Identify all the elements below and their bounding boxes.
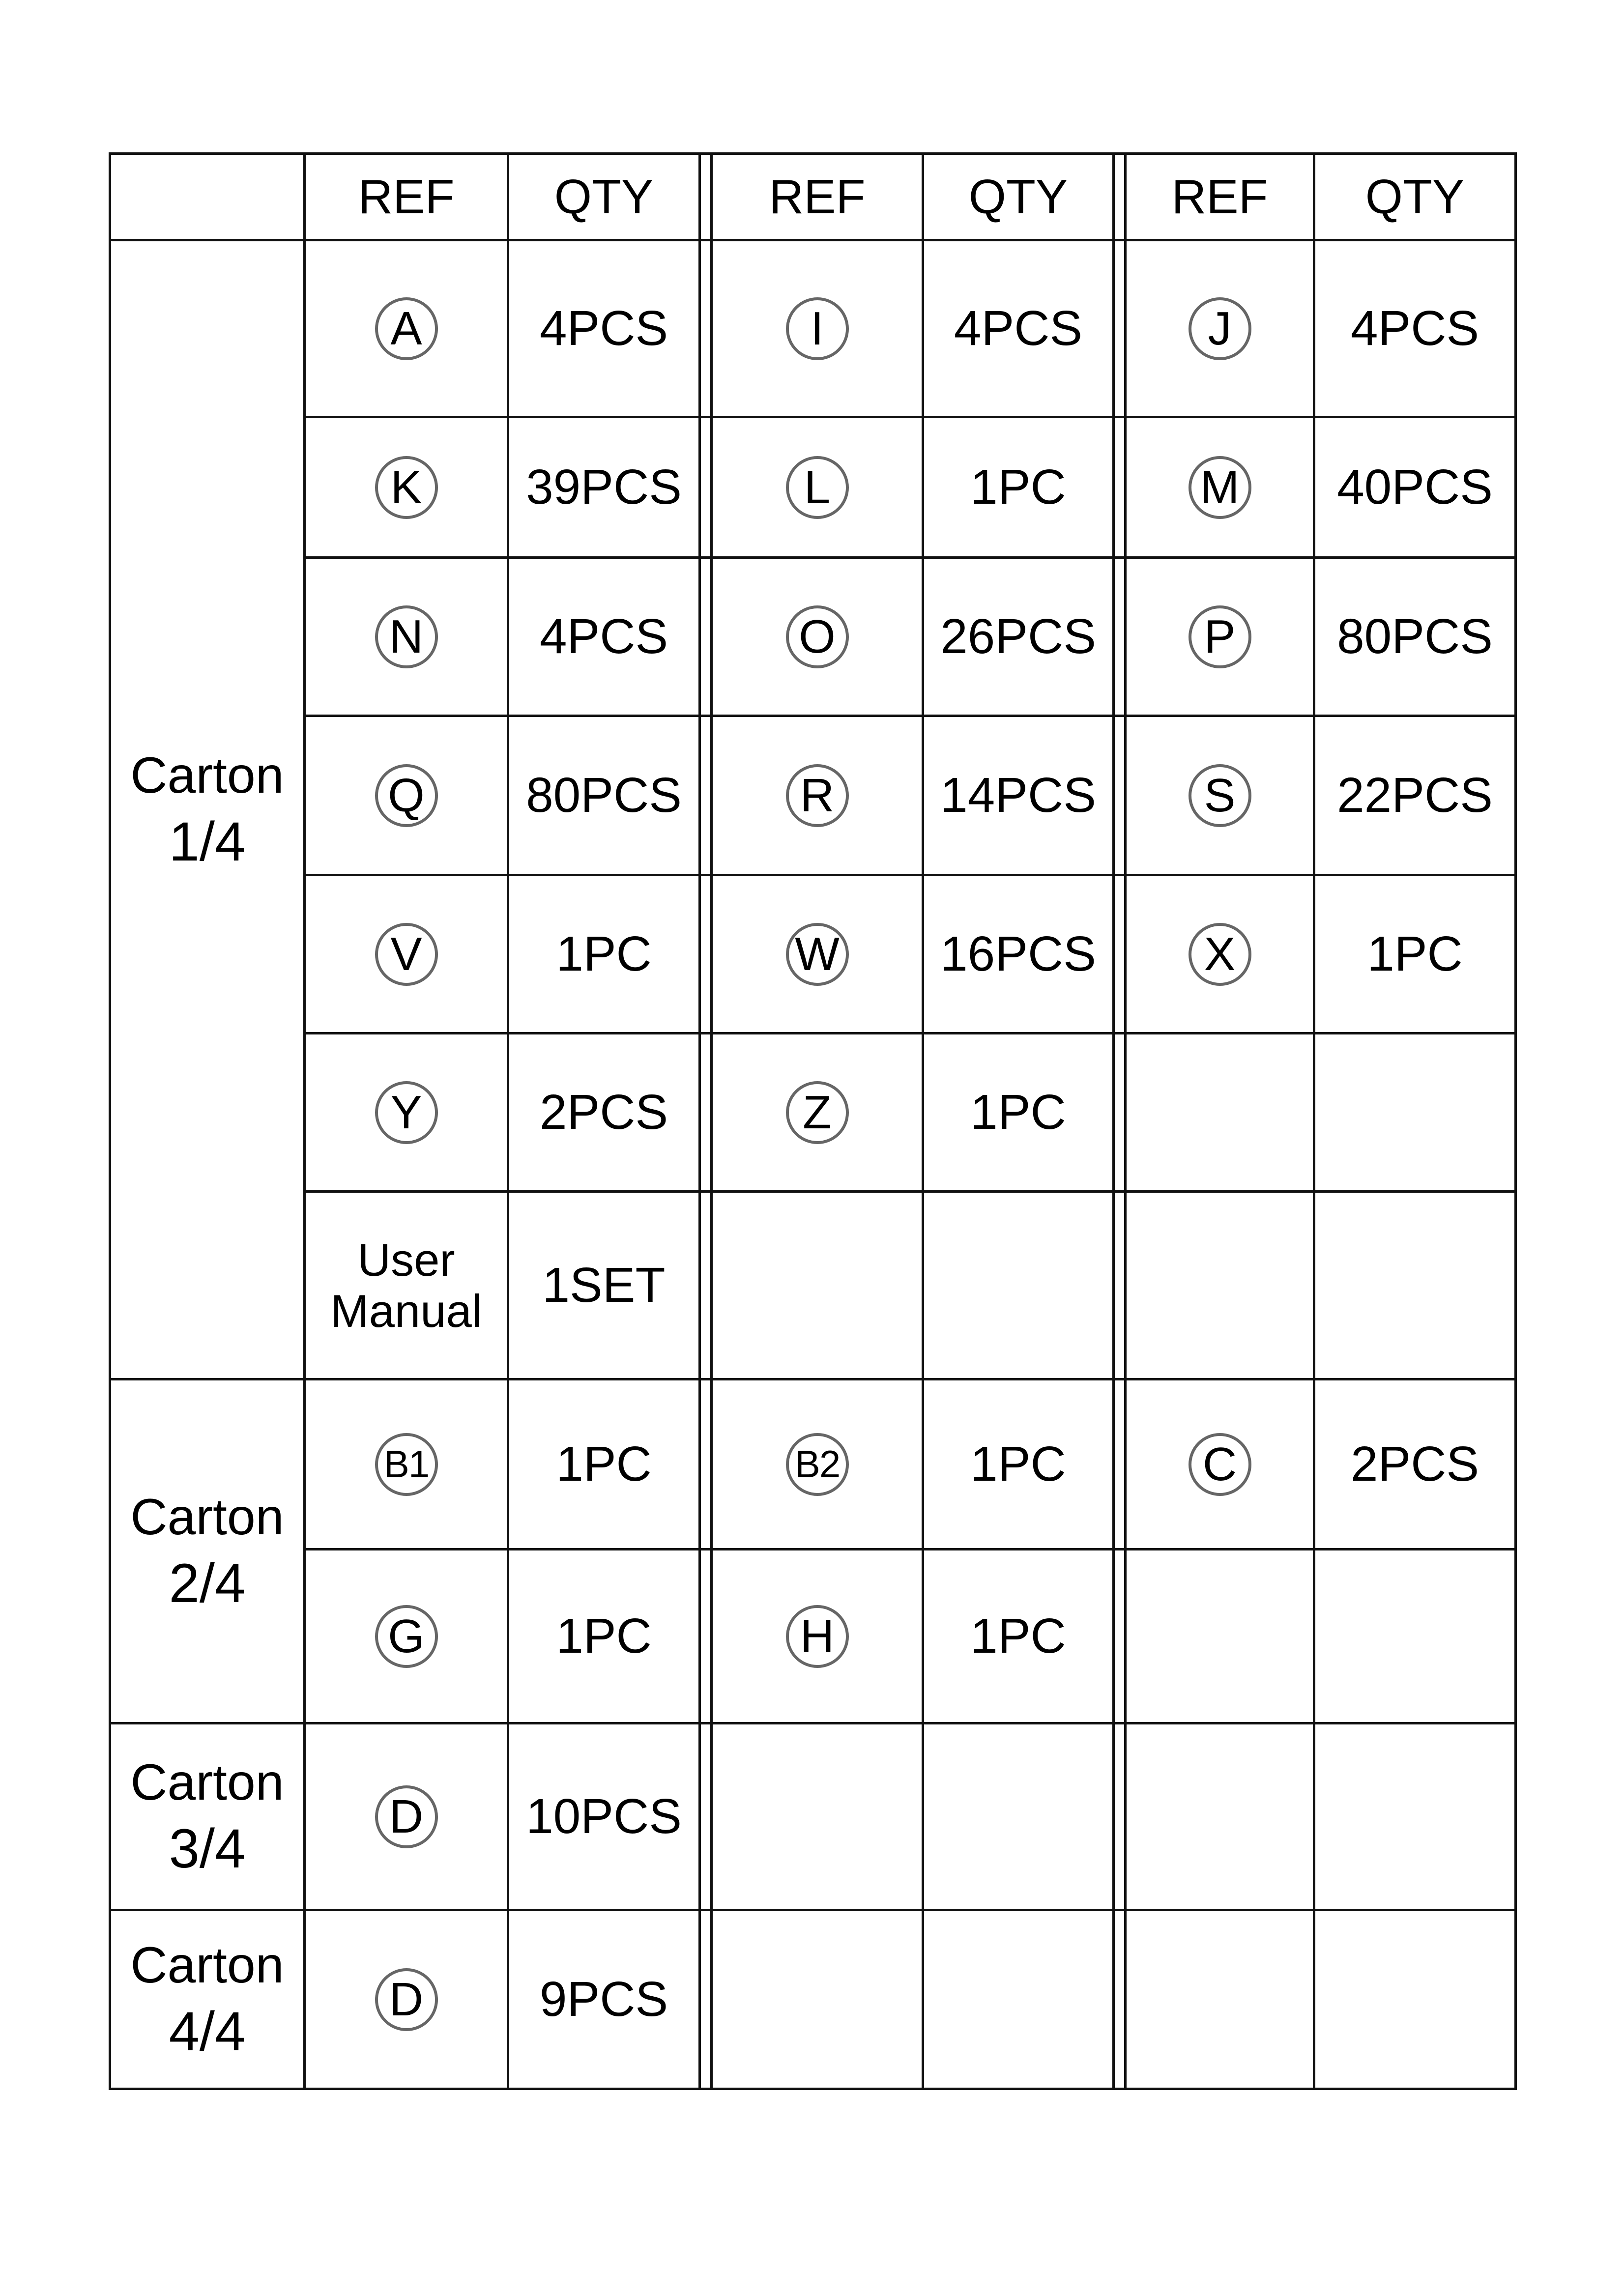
column-divider <box>700 1550 712 1723</box>
ref-cell <box>305 1910 508 2089</box>
ref-circle-badge: G <box>375 1605 438 1668</box>
parts-list-body <box>110 154 1516 2089</box>
qty-cell <box>923 1910 1114 2089</box>
ref-text <box>306 1234 507 1336</box>
ref-cell <box>1126 240 1314 417</box>
ref-cell <box>1126 558 1314 716</box>
header-qty: QTY <box>923 154 1114 240</box>
ref-circle-badge: H <box>786 1605 849 1668</box>
ref-cell <box>305 1033 508 1192</box>
ref-cell <box>305 1192 508 1379</box>
ref-cell <box>305 716 508 875</box>
column-divider <box>700 558 712 716</box>
header-ref: REF <box>712 154 923 240</box>
carton-row <box>110 240 1516 417</box>
ref-circle-badge: K <box>375 456 438 519</box>
parts-list-table <box>109 152 1517 2090</box>
qty-cell: 2PCS <box>508 1033 700 1192</box>
carton-word: Carton <box>130 1488 284 1546</box>
ref-circle-badge: B1 <box>375 1433 438 1496</box>
carton-word: Carton <box>130 1753 284 1811</box>
ref-cell <box>1126 1379 1314 1550</box>
ref-circle-badge: Q <box>375 764 438 827</box>
ref-circle-badge: D <box>375 1968 438 2031</box>
ref-circle-badge: L <box>786 456 849 519</box>
ref-cell <box>712 417 923 558</box>
column-divider <box>1114 1910 1126 2089</box>
ref-cell <box>712 1192 923 1379</box>
carton-word: Carton <box>130 746 284 804</box>
ref-cell <box>1126 1033 1314 1192</box>
ref-circle-badge: A <box>375 297 438 360</box>
qty-cell: 1PC <box>508 1379 700 1550</box>
ref-cell <box>305 1379 508 1550</box>
column-divider <box>700 716 712 875</box>
ref-cell <box>712 716 923 875</box>
carton-row <box>110 1379 1516 1550</box>
ref-cell <box>1126 417 1314 558</box>
carton-label <box>110 1910 305 2089</box>
carton-row <box>110 875 1516 1033</box>
column-divider <box>1114 154 1126 240</box>
ref-cell <box>305 558 508 716</box>
qty-cell: 10PCS <box>508 1723 700 1910</box>
carton-label <box>110 1379 305 1723</box>
ref-circle-badge: C <box>1189 1433 1251 1496</box>
carton-row <box>110 417 1516 558</box>
qty-cell <box>1314 1910 1516 2089</box>
column-divider <box>1114 716 1126 875</box>
ref-cell <box>712 1379 923 1550</box>
ref-circle-badge: Z <box>786 1081 849 1144</box>
header-row <box>110 154 1516 240</box>
column-divider <box>1114 1192 1126 1379</box>
qty-cell <box>923 1723 1114 1910</box>
ref-circle-badge: N <box>375 605 438 668</box>
header-ref: REF <box>305 154 508 240</box>
qty-cell: 1PC <box>923 417 1114 558</box>
ref-cell <box>712 558 923 716</box>
column-divider <box>700 240 712 417</box>
carton-label <box>110 240 305 1379</box>
carton-label <box>110 1723 305 1910</box>
qty-cell: 1PC <box>508 875 700 1033</box>
qty-cell: 1SET <box>508 1192 700 1379</box>
ref-text-line: Manual <box>330 1285 482 1337</box>
qty-cell: 1PC <box>923 1550 1114 1723</box>
ref-cell <box>712 1910 923 2089</box>
qty-cell: 4PCS <box>508 558 700 716</box>
qty-cell <box>1314 1723 1516 1910</box>
qty-cell: 80PCS <box>508 716 700 875</box>
qty-cell <box>1314 1033 1516 1192</box>
ref-cell <box>712 875 923 1033</box>
ref-cell <box>1126 1192 1314 1379</box>
carton-word: Carton <box>130 1936 284 1994</box>
ref-circle-badge: P <box>1189 605 1251 668</box>
qty-cell: 26PCS <box>923 558 1114 716</box>
qty-cell: 39PCS <box>508 417 700 558</box>
column-divider <box>700 1192 712 1379</box>
column-divider <box>700 417 712 558</box>
ref-circle-badge: B2 <box>786 1433 849 1496</box>
ref-cell <box>305 240 508 417</box>
ref-circle-badge: D <box>375 1785 438 1848</box>
ref-cell <box>712 1723 923 1910</box>
ref-circle-badge: R <box>786 764 849 827</box>
qty-cell: 2PCS <box>1314 1379 1516 1550</box>
column-divider <box>1114 875 1126 1033</box>
ref-circle-badge: S <box>1189 764 1251 827</box>
ref-cell <box>712 1033 923 1192</box>
qty-cell <box>1314 1192 1516 1379</box>
ref-cell <box>712 1550 923 1723</box>
ref-cell <box>1126 716 1314 875</box>
ref-circle-badge: O <box>786 605 849 668</box>
qty-cell: 40PCS <box>1314 417 1516 558</box>
ref-cell <box>305 1550 508 1723</box>
carton-row <box>110 1033 1516 1192</box>
ref-cell <box>712 240 923 417</box>
carton-fraction: 4/4 <box>169 2000 246 2062</box>
column-divider <box>1114 417 1126 558</box>
carton-row <box>110 1723 1516 1910</box>
ref-circle-badge: J <box>1189 297 1251 360</box>
qty-cell: 9PCS <box>508 1910 700 2089</box>
carton-row <box>110 558 1516 716</box>
column-divider <box>700 1379 712 1550</box>
ref-circle-badge: W <box>786 923 849 986</box>
ref-circle-badge: X <box>1189 923 1251 986</box>
ref-cell <box>305 875 508 1033</box>
ref-cell <box>1126 875 1314 1033</box>
qty-cell: 1PC <box>508 1550 700 1723</box>
column-divider <box>700 1033 712 1192</box>
ref-cell <box>1126 1723 1314 1910</box>
column-divider <box>1114 1033 1126 1192</box>
carton-fraction: 3/4 <box>169 1817 246 1879</box>
header-qty: QTY <box>508 154 700 240</box>
qty-cell: 4PCS <box>1314 240 1516 417</box>
column-divider <box>1114 1379 1126 1550</box>
carton-fraction: 1/4 <box>169 810 246 872</box>
column-divider <box>700 154 712 240</box>
carton-row <box>110 1550 1516 1723</box>
ref-cell <box>305 1723 508 1910</box>
carton-row <box>110 716 1516 875</box>
qty-cell: 14PCS <box>923 716 1114 875</box>
column-divider <box>1114 558 1126 716</box>
qty-cell: 22PCS <box>1314 716 1516 875</box>
qty-cell: 16PCS <box>923 875 1114 1033</box>
carton-row <box>110 1192 1516 1379</box>
ref-cell <box>1126 1550 1314 1723</box>
ref-circle-badge: I <box>786 297 849 360</box>
column-divider <box>700 1910 712 2089</box>
qty-cell: 1PC <box>923 1033 1114 1192</box>
qty-cell: 80PCS <box>1314 558 1516 716</box>
qty-cell: 4PCS <box>508 240 700 417</box>
ref-circle-badge: V <box>375 923 438 986</box>
carton-fraction: 2/4 <box>169 1552 246 1614</box>
ref-cell <box>1126 1910 1314 2089</box>
qty-cell: 1PC <box>923 1379 1114 1550</box>
qty-cell: 4PCS <box>923 240 1114 417</box>
column-divider <box>1114 1723 1126 1910</box>
header-corner-cell <box>110 154 305 240</box>
header-qty: QTY <box>1314 154 1516 240</box>
ref-text-line: User <box>357 1234 455 1286</box>
header-ref: REF <box>1126 154 1314 240</box>
column-divider <box>1114 1550 1126 1723</box>
ref-circle-badge: M <box>1189 456 1251 519</box>
qty-cell <box>1314 1550 1516 1723</box>
qty-cell <box>923 1192 1114 1379</box>
column-divider <box>700 875 712 1033</box>
carton-row <box>110 1910 1516 2089</box>
qty-cell: 1PC <box>1314 875 1516 1033</box>
column-divider <box>700 1723 712 1910</box>
ref-cell <box>305 417 508 558</box>
column-divider <box>1114 240 1126 417</box>
ref-circle-badge: Y <box>375 1081 438 1144</box>
